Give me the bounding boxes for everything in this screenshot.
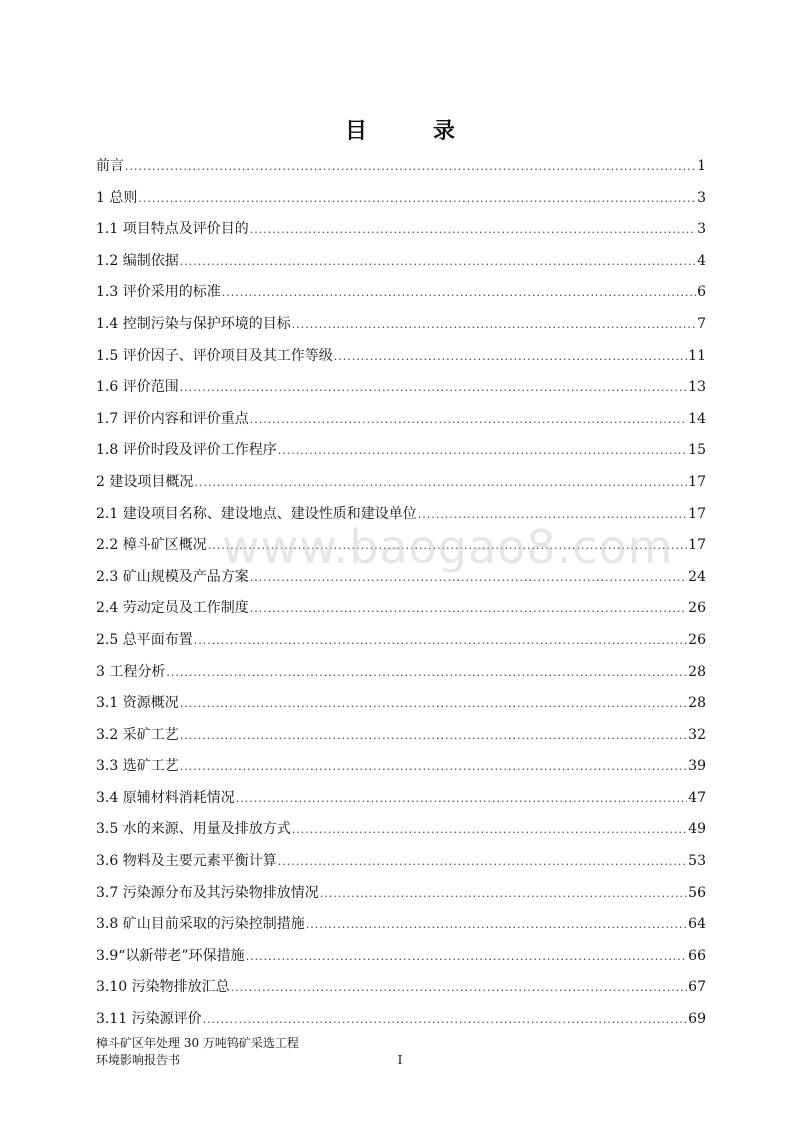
toc-entry-page: 26	[688, 631, 706, 648]
toc-entry[interactable]	[96, 246, 706, 278]
toc-leader-dots	[250, 214, 696, 246]
toc-entry-label: 3.5 水的来源、用量及排放方式	[96, 821, 291, 838]
toc-leader-dots	[278, 435, 687, 467]
toc-leader-dots	[194, 467, 687, 499]
toc-entry-label: 2 建设项目概况	[96, 473, 194, 490]
toc-entry-label: 1 总则	[96, 189, 138, 206]
toc-entry-page: 56	[688, 884, 706, 901]
toc-entry-page: 26	[688, 600, 706, 617]
toc-entry-label: 3.3 选矿工艺	[96, 758, 179, 775]
toc-entry[interactable]	[96, 435, 706, 467]
toc-leader-dots	[208, 530, 687, 562]
toc-leader-dots	[306, 909, 687, 941]
toc-entry[interactable]	[96, 277, 706, 309]
footer-project-name: 樟斗矿区年处理 30 万吨钨矿采选工程	[96, 1036, 299, 1050]
toc-entry-label: 1.4 控制污染与保护环境的目标	[96, 315, 291, 332]
toc-entry-label: 3.11 污染源评价	[96, 1011, 202, 1028]
toc-entry-page: 32	[688, 726, 706, 743]
toc-entry-label: 1.8 评价时段及评价工作程序	[96, 442, 277, 459]
toc-entry-page: 3	[697, 221, 706, 238]
toc-entry[interactable]	[96, 657, 706, 689]
toc-entry-page: 4	[697, 252, 706, 269]
toc-entry-label: 3.8 矿山目前采取的污染控制措施	[96, 916, 305, 933]
toc-entry-label: 1.3 评价采用的标准	[96, 284, 221, 301]
toc-entry[interactable]	[96, 309, 706, 341]
toc-entry-label: 2.2 樟斗矿区概况	[96, 537, 207, 554]
toc-entry[interactable]	[96, 467, 706, 499]
toc-entry-label: 3.10 污染物排放汇总	[96, 979, 230, 996]
toc-entry-label: 3 工程分析	[96, 663, 166, 680]
toc-leader-dots	[203, 1004, 688, 1036]
toc-entry-label: 1.7 评价内容和评价重点	[96, 410, 249, 427]
toc-leader-dots	[166, 657, 687, 689]
toc-entry[interactable]	[96, 499, 706, 531]
toc-entry[interactable]	[96, 1004, 706, 1036]
toc-leader-dots	[418, 499, 687, 531]
toc-leader-dots	[250, 404, 687, 436]
toc-entry[interactable]	[96, 783, 706, 815]
toc-entry[interactable]	[96, 688, 706, 720]
toc-leader-dots	[278, 846, 687, 878]
toc-entry[interactable]	[96, 751, 706, 783]
toc-leader-dots	[194, 625, 687, 657]
toc-leader-dots	[250, 562, 687, 594]
toc-entry[interactable]	[96, 593, 706, 625]
toc-entry-page: 17	[688, 473, 706, 490]
toc-leader-dots	[222, 277, 696, 309]
toc-entry-label: 3.7 污染源分布及其污染物排放情况	[96, 884, 319, 901]
footer-document-type: 环境影响报告书	[96, 1053, 181, 1067]
toc-leader-dots	[292, 814, 687, 846]
page-title: 目 录	[344, 118, 477, 144]
toc-entry-page: 64	[688, 916, 706, 933]
toc-entry-label: 2.4 劳动定员及工作制度	[96, 600, 249, 617]
toc-entry-page: 6	[697, 284, 706, 301]
toc-entry[interactable]	[96, 846, 706, 878]
toc-entry-label: 1.2 编制依据	[96, 252, 179, 269]
toc-entry-page: 53	[688, 853, 706, 870]
toc-entry-label: 3.1 资源概况	[96, 695, 179, 712]
toc-leader-dots	[125, 151, 696, 183]
toc-leader-dots	[334, 341, 687, 373]
toc-entry-page: 13	[688, 379, 706, 396]
toc-entry-page: 49	[688, 821, 706, 838]
table-of-contents	[96, 151, 706, 1036]
toc-entry[interactable]	[96, 341, 706, 373]
toc-entry[interactable]	[96, 878, 706, 910]
toc-entry-label: 3.9“以新带老”环保措施	[96, 947, 245, 964]
toc-entry-label: 前言	[96, 158, 124, 174]
toc-leader-dots	[180, 688, 687, 720]
watermark: www.baogao8.com	[222, 520, 674, 574]
toc-leader-dots	[250, 593, 687, 625]
toc-leader-dots	[180, 751, 687, 783]
toc-entry-label: 3.6 物料及主要元素平衡计算	[96, 853, 277, 870]
toc-leader-dots	[246, 941, 688, 973]
toc-entry-label: 2.3 矿山规模及产品方案	[96, 568, 249, 585]
toc-entry-page: 17	[688, 505, 706, 522]
toc-entry[interactable]	[96, 909, 706, 941]
toc-entry-label: 3.4 原辅材料消耗情况	[96, 789, 235, 806]
toc-entry-page: 17	[688, 537, 706, 554]
toc-entry-page: 24	[688, 568, 706, 585]
toc-entry[interactable]	[96, 530, 706, 562]
toc-entry-page: 47	[688, 789, 706, 806]
toc-leader-dots	[320, 878, 687, 910]
toc-entry-page: 69	[688, 1011, 706, 1028]
footer-page-number: I	[397, 1053, 403, 1067]
toc-entry[interactable]	[96, 562, 706, 594]
toc-leader-dots	[180, 246, 696, 278]
toc-entry[interactable]	[96, 372, 706, 404]
toc-entry-label: 1.6 评价范围	[96, 379, 179, 396]
toc-entry-page: 67	[688, 979, 706, 996]
toc-entry-page: 1	[697, 158, 706, 174]
toc-entry[interactable]	[96, 814, 706, 846]
toc-entry-page: 7	[697, 315, 706, 332]
toc-entry[interactable]	[96, 214, 706, 246]
toc-entry-page: 11	[688, 347, 706, 364]
toc-entry-page: 39	[688, 758, 706, 775]
toc-entry-label: 1.1 项目特点及评价目的	[96, 221, 249, 238]
toc-entry-label: 2.1 建设项目名称、建设地点、建设性质和建设单位	[96, 505, 417, 522]
toc-entry[interactable]	[96, 183, 706, 215]
toc-entry-page: 3	[697, 189, 706, 206]
toc-leader-dots	[180, 720, 687, 752]
toc-leader-dots	[180, 372, 687, 404]
toc-entry-page: 28	[688, 695, 706, 712]
toc-entry-label: 2.5 总平面布置	[96, 631, 193, 648]
toc-leader-dots	[292, 309, 696, 341]
toc-entry[interactable]	[96, 404, 706, 436]
toc-entry-page: 66	[688, 947, 706, 964]
toc-entry[interactable]	[96, 625, 706, 657]
toc-entry-label: 3.2 采矿工艺	[96, 726, 179, 743]
toc-entry[interactable]	[96, 151, 706, 183]
toc-entry[interactable]	[96, 941, 706, 973]
toc-entry-label: 1.5 评价因子、评价项目及其工作等级	[96, 347, 333, 364]
toc-leader-dots	[138, 183, 696, 215]
toc-entry[interactable]	[96, 972, 706, 1004]
toc-entry-page: 28	[688, 663, 706, 680]
toc-entry[interactable]	[96, 720, 706, 752]
toc-leader-dots	[236, 783, 687, 815]
toc-entry-page: 15	[688, 442, 706, 459]
toc-entry-page: 14	[688, 410, 706, 427]
toc-leader-dots	[231, 972, 688, 1004]
